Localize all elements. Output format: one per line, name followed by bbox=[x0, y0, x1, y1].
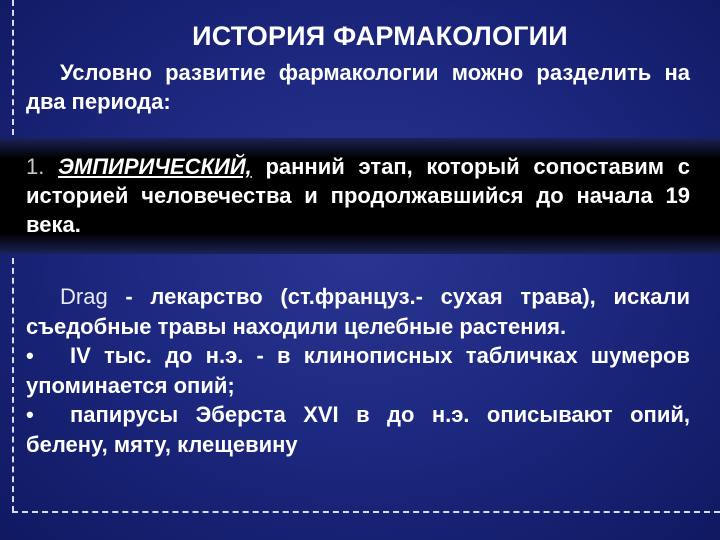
drag-indent bbox=[26, 284, 60, 309]
period-term: ЭМПИРИЧЕСКИЙ, bbox=[58, 154, 252, 179]
intro-text: Условно развитие фармакологии можно разделить на два периода: bbox=[26, 60, 690, 114]
slide-title: ИСТОРИЯ ФАРМАКОЛОГИИ bbox=[192, 21, 568, 51]
drag-text: - лекарство (ст.француз.- сухая трава), искали съедобные травы находили целебные растения. bbox=[26, 284, 690, 339]
bullet-text: папирусы Эберста XVI в до н.э. описывают опий, белену, мяту, клещевину bbox=[26, 402, 690, 457]
details-block bbox=[26, 282, 690, 459]
bullet-item bbox=[26, 341, 690, 400]
drag-word: Drag bbox=[60, 284, 108, 309]
period-paragraph bbox=[26, 152, 690, 239]
bullet-marker: • bbox=[26, 343, 34, 368]
period-number: 1. bbox=[26, 154, 45, 179]
intro-paragraph bbox=[26, 58, 690, 116]
dashed-border-bottom bbox=[12, 511, 720, 513]
bullet-text: IV тыс. до н.э. - в клинописных табличках шумеров упоминается опий; bbox=[26, 343, 690, 398]
period-description: ранний этап, который сопоставим с историей человечества и продолжавшийся до начала 19 века. bbox=[26, 154, 690, 237]
dashed-border-left bbox=[12, 0, 14, 512]
bullet-item bbox=[26, 400, 690, 459]
drag-paragraph bbox=[26, 282, 690, 341]
bullet-marker: • bbox=[26, 402, 34, 427]
intro-indent bbox=[26, 60, 60, 85]
